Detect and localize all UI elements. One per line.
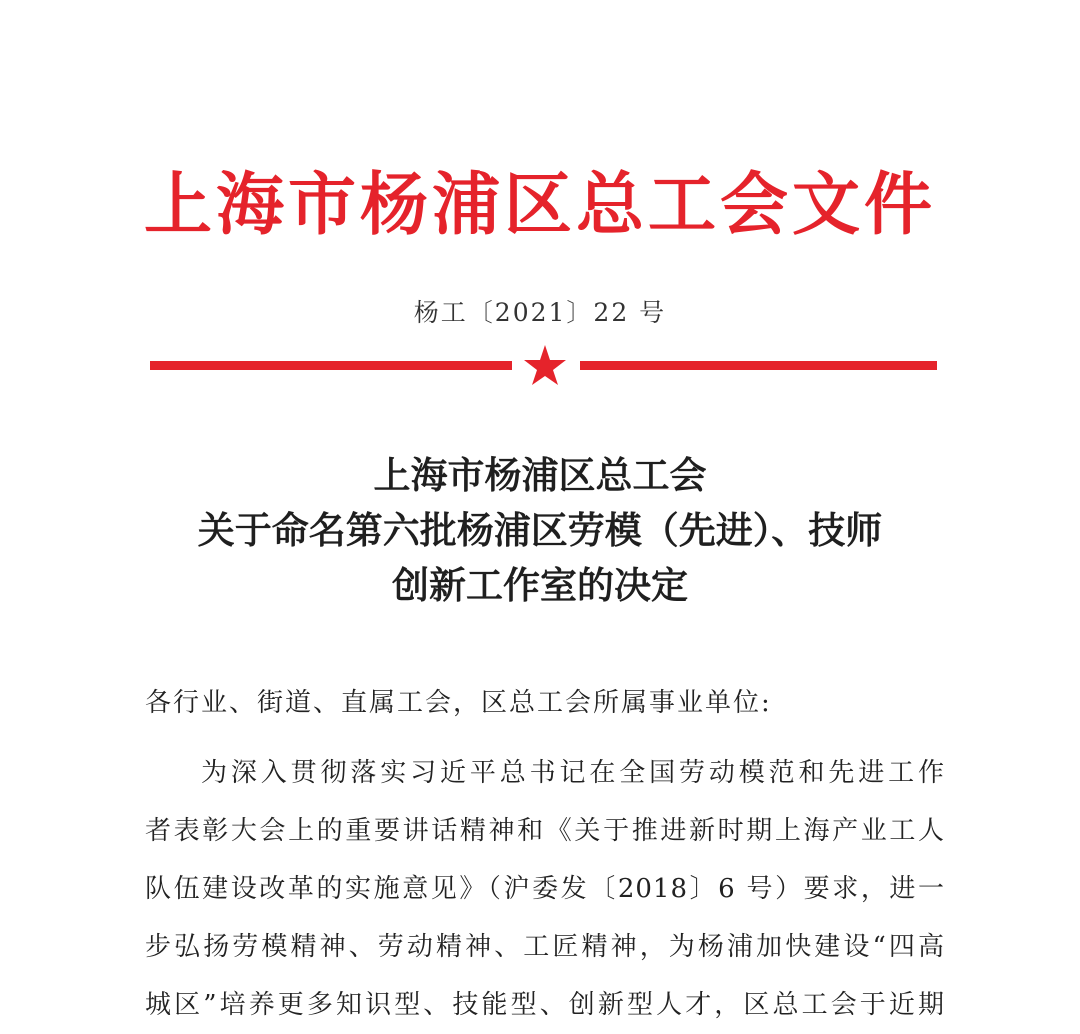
title-line-1: 上海市杨浦区总工会	[373, 453, 707, 497]
body-line-1: 为深入贯彻落实习近平总书记在全国劳动模范和先进工作	[201, 758, 945, 788]
document-title	[0, 448, 1080, 613]
body-line-2: 者表彰大会上的重要讲话精神和《关于推进新时期上海产业工人	[145, 816, 945, 846]
title-line-3: 创新工作室的决定	[392, 563, 688, 607]
body-line-3: 队伍建设改革的实施意见》（沪委发〔2018〕6 号）要求，进一	[145, 874, 945, 904]
body-line-4: 步弘扬劳模精神、劳动精神、工匠精神，为杨浦加快建设“四高	[145, 932, 945, 962]
masthead-title: 上海市杨浦区总工会文件	[143, 165, 936, 245]
title-line-2: 关于命名第六批杨浦区劳模（先进）、技师	[197, 508, 883, 552]
star-icon	[524, 345, 566, 385]
body-paragraph	[145, 744, 945, 1034]
red-rule-left	[150, 361, 512, 370]
red-rule-right	[580, 361, 937, 370]
salutation: 各行业、街道、直属工会，区总工会所属事业单位:	[145, 688, 772, 718]
document-number: 杨工〔2021〕22 号	[413, 298, 667, 327]
body-line-5: 城区”培养更多知识型、技能型、创新型人才，区总工会于近期	[145, 990, 945, 1020]
